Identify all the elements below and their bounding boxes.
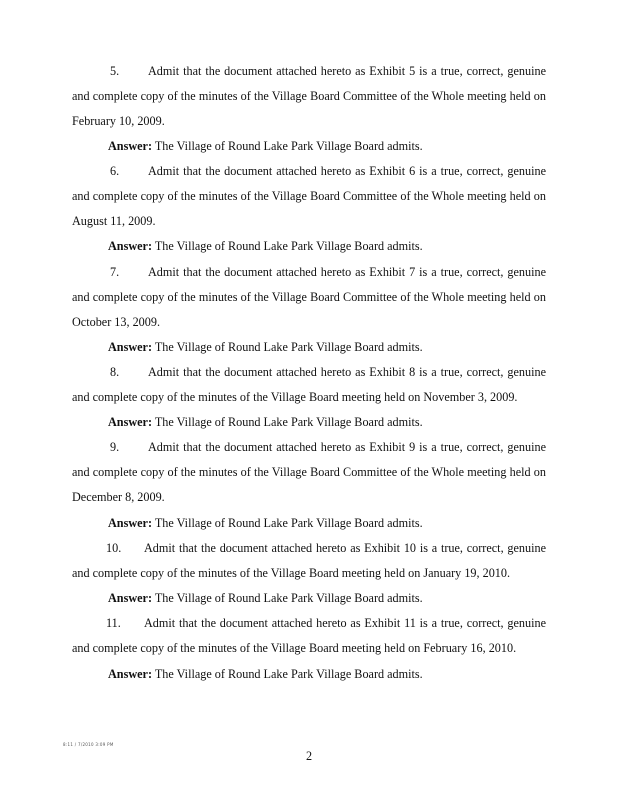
paragraph-number: 8. — [110, 365, 120, 379]
answer-7 — [108, 340, 423, 354]
page-number: 2 — [305, 749, 313, 763]
paragraph-11-line-2: and complete copy of the minutes of the Village Board meeting held on February 16, 2010. — [72, 641, 517, 655]
answer-5 — [108, 139, 423, 153]
paragraph-6-line-1 — [110, 164, 546, 178]
answer-text: The Village of Round Lake Park Village Board admits. — [154, 516, 423, 530]
answer-label: Answer: — [108, 340, 153, 354]
paragraph-9-line-2: and complete copy of the minutes of the Village Board Committee of the Whole meeting held on — [72, 465, 546, 479]
paragraph-8-line-2: and complete copy of the minutes of the Village Board meeting held on November 3, 2009. — [72, 390, 518, 404]
paragraph-number: 6. — [110, 164, 120, 178]
paragraph-5-line-3: February 10, 2009. — [72, 114, 165, 128]
paragraph-number: 10. — [106, 541, 122, 555]
paragraph-9-line-3: December 8, 2009. — [72, 490, 165, 504]
answer-label: Answer: — [108, 139, 153, 153]
paragraph-10-line-1 — [106, 541, 546, 555]
paragraph-7-line-3: October 13, 2009. — [72, 315, 161, 329]
answer-9 — [108, 516, 423, 530]
answer-10 — [108, 591, 423, 605]
answer-label: Answer: — [108, 415, 153, 429]
answer-text: The Village of Round Lake Park Village Board admits. — [154, 667, 423, 681]
paragraph-number: 5. — [110, 64, 120, 78]
answer-label: Answer: — [108, 667, 153, 681]
paragraph-number: 11. — [106, 616, 121, 630]
paragraph-text: Admit that the document attached hereto as Exhibit 9 is a true, correct, genuine — [148, 440, 546, 454]
paragraph-5-line-1 — [110, 64, 546, 78]
answer-text: The Village of Round Lake Park Village Board admits. — [154, 139, 423, 153]
answer-label: Answer: — [108, 516, 153, 530]
answer-text: The Village of Round Lake Park Village Board admits. — [154, 239, 423, 253]
paragraph-text: Admit that the document attached hereto as Exhibit 11 is a true, correct, genuine — [144, 616, 546, 630]
paragraph-10-line-2: and complete copy of the minutes of the Village Board meeting held on January 19, 2010. — [72, 566, 511, 580]
answer-text: The Village of Round Lake Park Village Board admits. — [154, 591, 423, 605]
paragraph-text: Admit that the document attached hereto as Exhibit 10 is a true, correct, genuine — [144, 541, 546, 555]
paragraph-7-line-2: and complete copy of the minutes of the Village Board Committee of the Whole meeting held on — [72, 290, 546, 304]
answer-label: Answer: — [108, 591, 153, 605]
paragraph-9-line-1 — [110, 440, 546, 454]
paragraph-number: 9. — [110, 440, 120, 454]
paragraph-7-line-1 — [110, 265, 546, 279]
paragraph-6-line-2: and complete copy of the minutes of the Village Board Committee of the Whole meeting held on — [72, 189, 546, 203]
paragraph-text: Admit that the document attached hereto as Exhibit 5 is a true, correct, genuine — [148, 64, 546, 78]
paragraph-text: Admit that the document attached hereto as Exhibit 6 is a true, correct, genuine — [148, 164, 546, 178]
paragraph-5-line-2: and complete copy of the minutes of the Village Board Committee of the Whole meeting held on — [72, 89, 546, 103]
answer-8 — [108, 415, 423, 429]
answer-6 — [108, 239, 423, 253]
paragraph-number: 7. — [110, 265, 120, 279]
answer-label: Answer: — [108, 239, 153, 253]
paragraph-8-line-1 — [110, 365, 546, 379]
footer-document-code: 8:11 / 7/2010 3:09 PM — [63, 742, 114, 747]
answer-text: The Village of Round Lake Park Village Board admits. — [154, 340, 423, 354]
paragraph-text: Admit that the document attached hereto as Exhibit 8 is a true, correct, genuine — [148, 365, 546, 379]
paragraph-6-line-3: August 11, 2009. — [72, 214, 156, 228]
paragraph-text: Admit that the document attached hereto as Exhibit 7 is a true, correct, genuine — [148, 265, 546, 279]
answer-11 — [108, 667, 423, 681]
paragraph-11-line-1 — [106, 616, 546, 630]
answer-text: The Village of Round Lake Park Village Board admits. — [154, 415, 423, 429]
